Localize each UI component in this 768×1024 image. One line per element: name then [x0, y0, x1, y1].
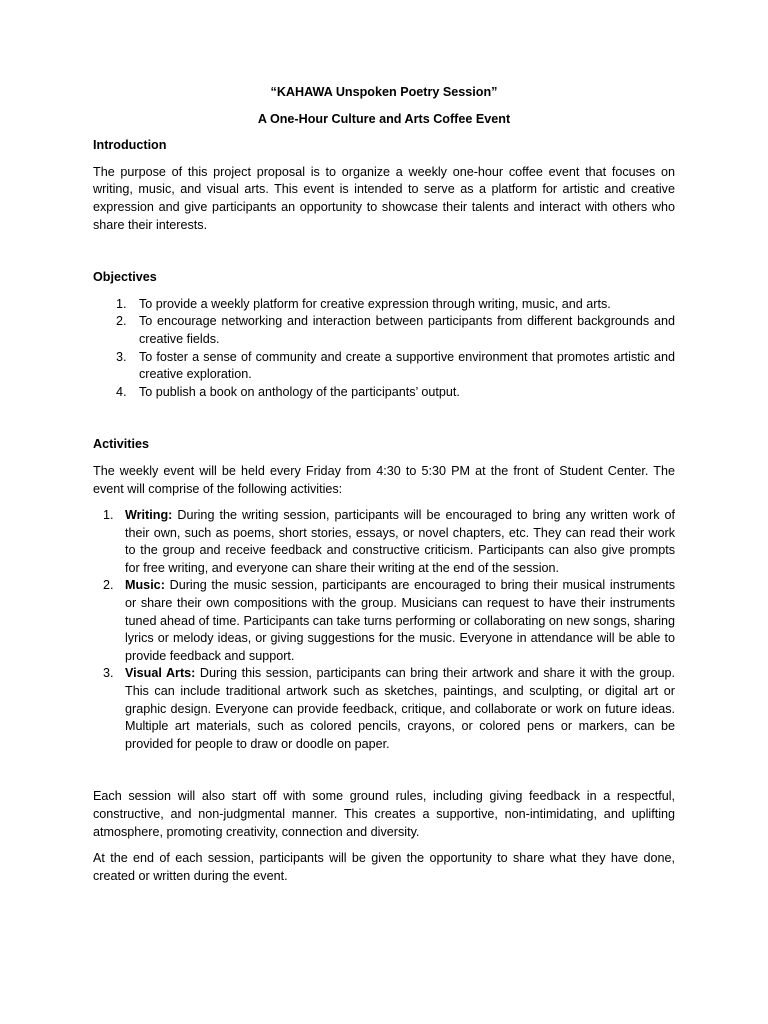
list-item	[93, 296, 675, 314]
list-item-text: During the music session, participants are encouraged to bring their musical instruments or share their own compositions with the group. Musicians can request to have their instruments tuned ahead of time. Participants can take turns performing or collaborating on new songs, sharing lyrics or melody ideas, or giving suggestions for the music. Everyone in attendance will be able to provide feedback and support.	[125, 578, 675, 663]
list-item	[93, 507, 675, 577]
list-item-text: To provide a weekly platform for creative expression through writing, music, and arts.	[139, 296, 611, 311]
list-number: 2.	[116, 314, 127, 329]
list-item-text: To encourage networking and interaction between participants from different backgrounds and creative fields.	[139, 314, 675, 346]
document-title: “KAHAWA Unspoken Poetry Session”	[270, 85, 498, 99]
list-number: 1.	[103, 508, 114, 523]
list-item	[93, 577, 675, 665]
list-item-text: During the writing session, participants will be encouraged to bring any written work of their own, such as poems, short stories, essays, or novel chapters, etc. They can read their work to the group and receive feedback and constructive criticism. Participants can also give prompts for free writing, and everyone can share their writing at the end of the session.	[125, 508, 675, 575]
list-item-text: To publish a book on anthology of the participants’ output.	[139, 384, 460, 399]
activities-list	[93, 507, 675, 753]
activity-lead: Music:	[125, 578, 165, 593]
ground-rules-paragraph: Each session will also start off with some ground rules, including giving feedback in a respectful, constructive, and non-judgmental manner. This creates a supportive, non-intimidating, and uplifting atmosphere, promoting creativity, connection and diversity.	[93, 789, 675, 839]
document-page	[93, 84, 675, 885]
introduction-paragraph: The purpose of this project proposal is to organize a weekly one-hour coffee event that focuses on writing, music, and visual arts. This event is intended to serve as a platform for artistic and creative expression and give participants an opportunity to showcase their talents and interact with others who share their interests.	[93, 164, 675, 232]
list-item	[93, 665, 675, 753]
list-item	[93, 313, 675, 348]
list-item	[93, 384, 675, 402]
objectives-list	[93, 296, 675, 402]
objectives-heading: Objectives	[93, 270, 157, 285]
activity-lead: Visual Arts:	[125, 666, 196, 681]
list-item-text: During this session, participants can bring their artwork and share it with the group. This can include traditional artwork such as sketches, paintings, and sculpting, or digital art or graphic design. Everyone can provide feedback, critique, and collaborate or work on future ideas. Multiple art materials, such as colored pencils, crayons, or colored pens or markers, can be provided for people to draw or doodle on paper.	[125, 666, 675, 751]
list-item-text: To foster a sense of community and create a supportive environment that promotes artistic and creative exploration.	[139, 349, 675, 382]
closing-paragraph: At the end of each session, participants will be given the opportunity to share what they have done, created or written during the event.	[93, 851, 675, 883]
document-subtitle: A One-Hour Culture and Arts Coffee Event	[257, 111, 511, 126]
introduction-heading: Introduction	[93, 138, 167, 153]
list-number: 1.	[116, 296, 127, 311]
list-number: 4.	[116, 384, 127, 399]
list-number: 2.	[103, 578, 114, 593]
list-number: 3.	[103, 666, 114, 681]
list-number: 3.	[116, 349, 127, 364]
activities-heading: Activities	[93, 437, 149, 452]
activities-intro: The weekly event will be held every Friday from 4:30 to 5:30 PM at the front of Student Center. The event will comprise of the following activities:	[93, 463, 675, 496]
activity-lead: Writing:	[125, 508, 173, 523]
list-item	[93, 349, 675, 384]
